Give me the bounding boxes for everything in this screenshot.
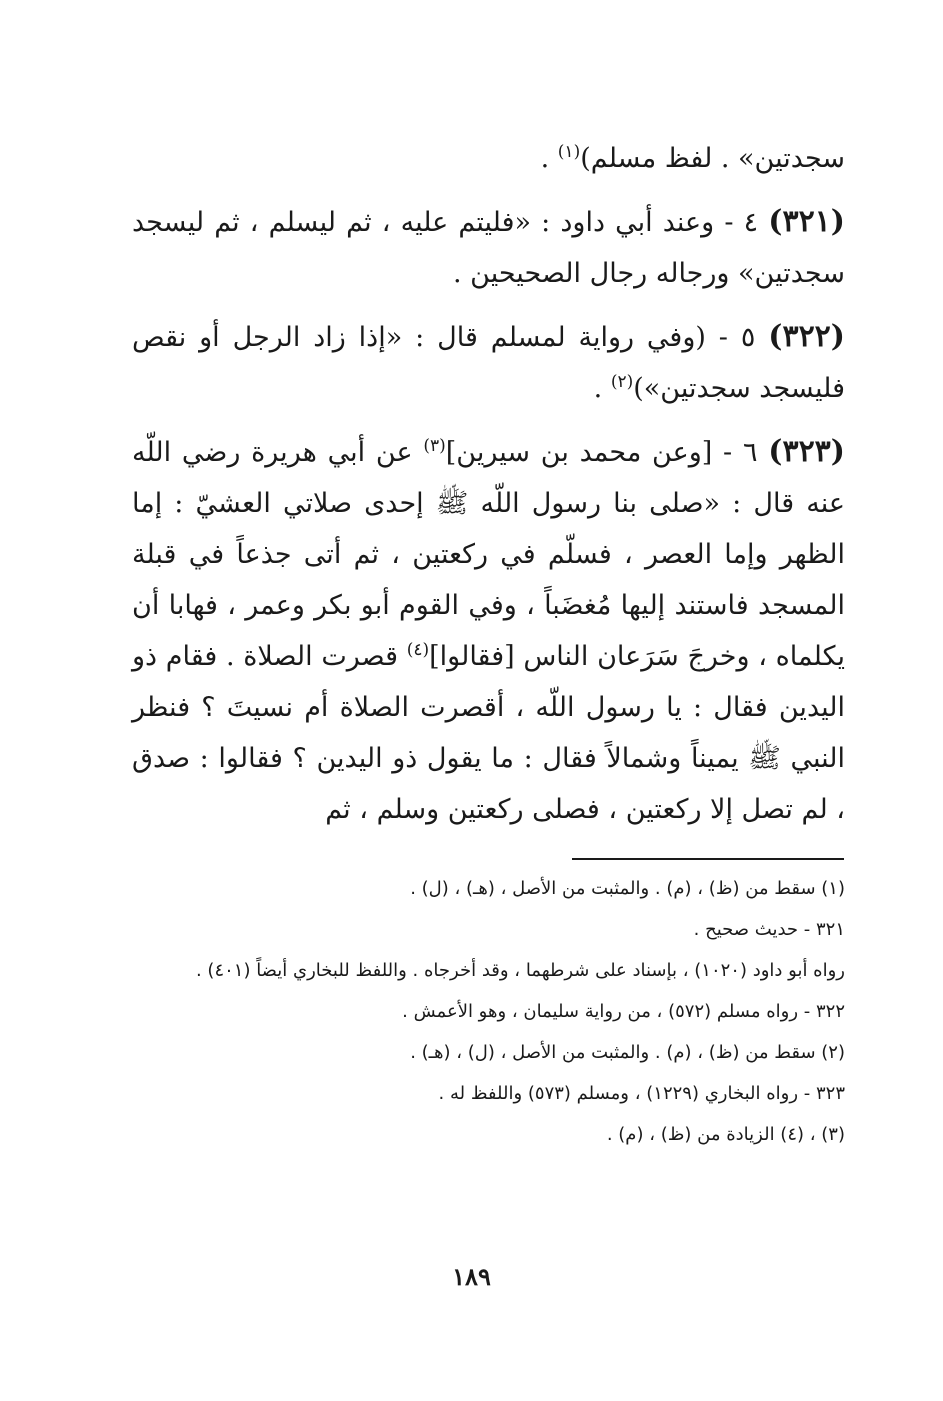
footnote-1: (١) سقط من (ظ) ، (م) . والمثبت من الأصل ، (هـ) ، (ل) . (410, 878, 845, 899)
paragraph-322-tail: . (593, 373, 611, 404)
hadith-number-321: (٣٢١) (768, 204, 845, 239)
hadith-number-322: (٣٢٢) (768, 319, 845, 354)
footnotes (140, 873, 845, 1160)
footnote-ref-3: (٣) (423, 436, 446, 456)
main-text (132, 133, 845, 849)
paragraph-322 (132, 311, 845, 414)
footnote-ref-4: (٤) (406, 640, 430, 660)
paragraph-1 (132, 133, 845, 184)
footnote-3-4: (٣) ، (٤) الزيادة من (ظ) ، (م) . (606, 1124, 845, 1145)
paragraph-323-text-c: قصرت الصلاة . فقام ذو اليدين فقال : يا رسول اللّه ، أقصرت الصلاة أم نسيتَ ؟ فنظر النبي ﷺ يميناً وشمالاً فقال : ما يقول ذو اليدين ؟ فقالوا : صدق ، لم تصل إلا ركعتين ، فصلى ركعتين وسلم ، ثم (132, 641, 845, 825)
footnote-321-grade: ٣٢١ - حديث صحيح . (693, 919, 845, 940)
paragraph-1-text: سجدتين» . لفظ مسلم) (580, 143, 845, 174)
paragraph-322-text: ٥ - (وفي رواية لمسلم قال : «إذا زاد الرجل أو نقص فليسجد سجدتين») (132, 322, 845, 404)
paragraph-323-text-a: ٦ - [وعن محمد بن سيرين] (445, 437, 769, 468)
footnote-322-source: ٣٢٢ - رواه مسلم (٥٧٢) ، من رواية سليمان ، وهو الأعمش . (402, 1001, 845, 1022)
page-number: ١٨٩ (452, 1262, 491, 1291)
footnote-separator (572, 858, 844, 860)
paragraph-321 (132, 196, 845, 299)
paragraph-323-text-b: عن أبي هريرة رضي اللّه عنه قال : «صلى بنا رسول اللّه ﷺ إحدى صلاتي العشيّ : إما الظهر وإما العصر ، فسلّم في ركعتين ، ثم أتى جذعاً في قبلة المسجد فاستند إليها مُغضَباً ، وفي القوم أبو بكر وعمر ، فهابا أن يكلماه ، وخرجَ سَرَعان الناس [فقالوا] (132, 437, 845, 672)
hadith-number-323: (٣٢٣) (768, 434, 845, 469)
paragraph-323 (132, 426, 845, 835)
footnote-321-source: رواه أبو داود (١٠٢٠) ، بإسناد على شرطهما ، وقد أخرجاه . واللفظ للبخاري أيضاً (٤٠١) . (195, 960, 845, 981)
footnote-ref-2: (٢) (610, 372, 634, 392)
paragraph-321-text: ٤ - وعند أبي داود : «فليتم عليه ، ثم ليسلم ، ثم ليسجد سجدتين» ورجاله رجال الصحيحين . (132, 207, 845, 289)
footnote-2: (٢) سقط من (ظ) ، (م) . والمثبت من الأصل ، (ل) ، (هـ) . (410, 1042, 845, 1063)
footnote-ref-1: (١) (557, 142, 581, 162)
paragraph-1-tail: . (540, 143, 558, 174)
footnote-323-source: ٣٢٣ - رواه البخاري (١٢٢٩) ، ومسلم (٥٧٣) واللفظ له . (438, 1083, 845, 1104)
